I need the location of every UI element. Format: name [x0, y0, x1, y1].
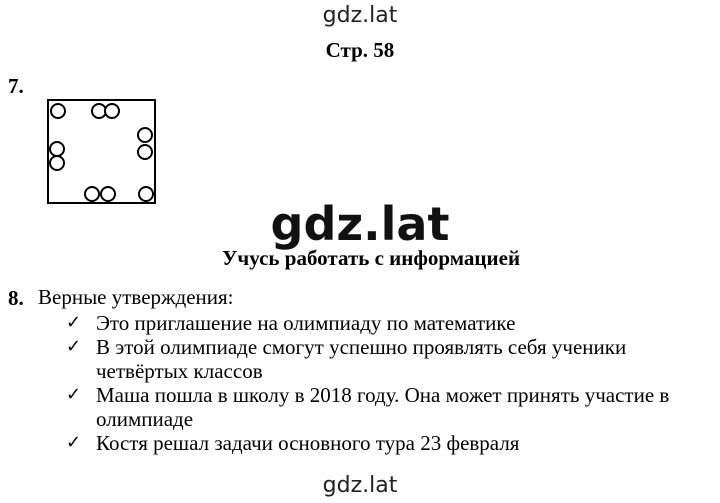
circle-top-left	[51, 104, 65, 118]
task-7-figure	[38, 92, 163, 207]
list-item	[66, 383, 716, 431]
check-mark-icon: ✓	[66, 384, 82, 405]
list-item-text: Маша пошла в школу в 2018 году. Она может принять участие в олимпиаде	[96, 383, 670, 431]
circle-left-2	[50, 156, 64, 170]
list-item-text: Костя решал задачи основного тура 23 февраля	[96, 431, 520, 455]
check-mark-icon: ✓	[66, 336, 82, 357]
circle-right-1	[138, 128, 152, 142]
page-title: Стр. 58	[325, 38, 395, 62]
list-item-text: В этой олимпиаде смогут успешно проявлять себя ученики четвёртых классов	[96, 335, 627, 383]
circle-top-mid-2	[105, 104, 119, 118]
circle-top-mid-1	[92, 104, 106, 118]
answer-checklist	[66, 311, 716, 455]
section-title: Учусь работать с информацией	[222, 246, 521, 270]
task-8-lead: Верные утверждения:	[38, 285, 234, 309]
list-item	[66, 311, 716, 335]
list-item	[66, 335, 716, 383]
list-item	[66, 431, 716, 455]
circle-right-2	[138, 145, 152, 159]
circle-left-1	[50, 142, 64, 156]
watermark-bottom: gdz.lat	[322, 473, 398, 498]
task-8-number: 8.	[8, 286, 24, 310]
task-7-number: 7.	[8, 74, 24, 98]
watermark-top: gdz.lat	[322, 3, 398, 28]
check-mark-icon: ✓	[66, 432, 82, 453]
list-item-text: Это приглашение на олимпиаду по математике	[96, 311, 516, 335]
watermark-center: gdz.lat	[270, 197, 450, 251]
check-mark-icon: ✓	[66, 312, 82, 333]
